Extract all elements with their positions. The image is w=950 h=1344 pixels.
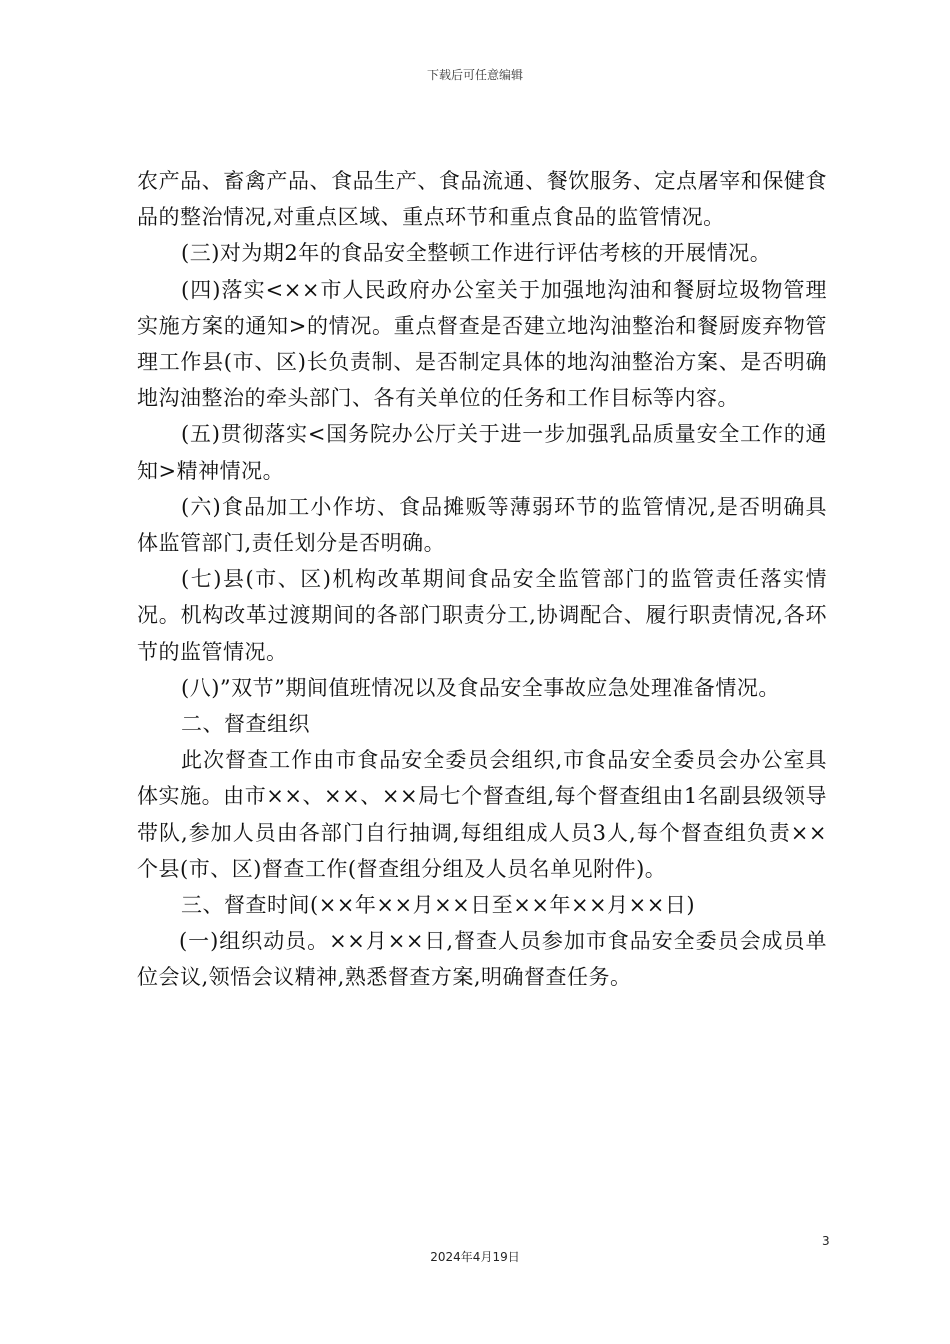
paragraph-organization: 此次督查工作由市食品安全委员会组织,市食品安全委员会办公室具体实施。由市××、××、××局七个督查组,每个督查组由1名副县级领导带队,参加人员由各部门自行抽调,每组组成人员3人,每个督查组负责××个县(市、区)督查工作(督查组分组及人员名单见附件)。 (137, 748, 827, 881)
paragraph-mobilization: (一)组织动员。××月××日,督查人员参加市食品安全委员会成员单位会议,领悟会议精神,熟悉督查方案,明确督查任务。 (137, 929, 827, 990)
paragraph-item-5: (五)贯彻落实<国务院办公厅关于进一步加强乳品质量安全工作的通知>精神情况。 (137, 422, 827, 483)
document-body (137, 163, 827, 996)
paragraph-item-7: (七)县(市、区)机构改革期间食品安全监管部门的监管责任落实情况。机构改革过渡期间的各部门职责分工,协调配合、履行职责情况,各环节的监管情况。 (137, 567, 827, 664)
page-header: 下载后可任意编辑 (426, 68, 523, 82)
page-footer-date: 2024年4月19日 (430, 1250, 520, 1264)
paragraph-item-3: (三)对为期2年的食品安全整顿工作进行评估考核的开展情况。 (181, 241, 772, 266)
paragraph-continuation: 农产品、畜禽产品、食品生产、食品流通、餐饮服务、定点屠宰和保健食品的整治情况,对重点区域、重点环节和重点食品的监管情况。 (137, 169, 827, 230)
section-heading-organization: 二、督查组织 (181, 712, 310, 737)
paragraph-item-8: (八)”双节”期间值班情况以及食品安全事故应急处理准备情况。 (181, 675, 780, 700)
section-heading-time: 三、督查时间(××年××月××日至××年××月××日) (181, 893, 696, 918)
paragraph-item-6: (六)食品加工小作坊、食品摊贩等薄弱环节的监管情况,是否明确具体监管部门,责任划分是否明确。 (137, 494, 827, 556)
page-number: 3 (822, 1234, 830, 1248)
paragraph-item-4: (四)落实<××市人民政府办公室关于加强地沟油和餐厨垃圾物管理实施方案的通知>的情况。重点督查是否建立地沟油整治和餐厨废弃物管理工作县(市、区)长负责制、是否制定具体的地沟油整治方案、是否明确地沟油整治的牵头部门、各有关单位的任务和工作目标等内容。 (137, 277, 827, 411)
